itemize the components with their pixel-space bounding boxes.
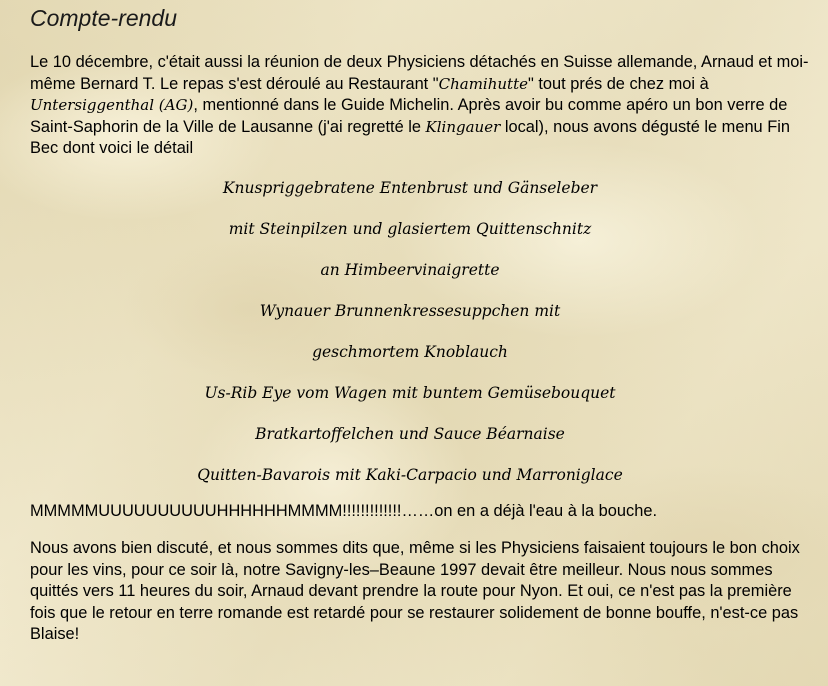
menu-list bbox=[30, 168, 790, 496]
menu-item: Bratkartoffelchen und Sauce Béarnaise bbox=[255, 424, 565, 443]
intro-text-3: , mentionné dans le Guide Michelin. Après avoir bu comme apéro un bon verre de Saint-Saphorin de la Ville de Lausanne (j'ai regretté le bbox=[30, 96, 788, 136]
menu-item: Wynauer Brunnenkressesuppchen mit bbox=[259, 301, 561, 320]
closing-paragraph: Nous avons bien discuté, et nous sommes dits que, même si les Physiciens faisaient toujours le bon choix pour les vins, pour ce soir là, notre Savigny-les–Beaune 1997 devait être meilleur. Nous nous sommes quittés vers 11 heures du soir, Arnaud devant prendre la route pour Nyon. Et oui, ce n'est pas la première fois que le retour en terre romande est retardé pour se restaurer solidement de bonne bouffe, n'est-ce pas Blaise! bbox=[30, 538, 800, 644]
beer-name: Klingauer bbox=[425, 117, 501, 136]
menu-item: Quitten-Bavarois mit Kaki-Carpacio und Marroniglace bbox=[197, 465, 623, 484]
page-title: Compte-rendu bbox=[30, 5, 178, 31]
menu-item: an Himbeervinaigrette bbox=[320, 260, 500, 279]
restaurant-name: Chamihutte bbox=[438, 74, 528, 93]
menu-item: geschmortem Knoblauch bbox=[312, 342, 508, 361]
town-name: Untersiggenthal (AG) bbox=[30, 96, 194, 115]
menu-item: mit Steinpilzen und glasiertem Quittenschnitz bbox=[228, 219, 592, 238]
exclamation-line: MMMMMUUUUUUUUUUHHHHHHMMMM!!!!!!!!!!!!!……on en a déjà l'eau à la bouche. bbox=[30, 501, 658, 520]
intro-paragraph bbox=[30, 52, 820, 160]
intro-text-2: " tout prés de chez moi à bbox=[527, 74, 709, 93]
menu-item: Us-Rib Eye vom Wagen mit buntem Gemüsebouquet bbox=[204, 383, 616, 402]
intro-text-1: Le 10 décembre, c'était aussi la réunion de deux Physiciens détachés en Suisse allemande, Arnaud et moi-même Bernard T. Le repas s'est déroulé au Restaurant " bbox=[30, 53, 809, 93]
menu-item: Knuspriggebratene Entenbrust und Gänseleber bbox=[222, 178, 598, 197]
report-content bbox=[30, 0, 820, 646]
intro-text-4: local), nous avons dégusté le menu Fin Bec dont voici le détail bbox=[30, 117, 790, 158]
